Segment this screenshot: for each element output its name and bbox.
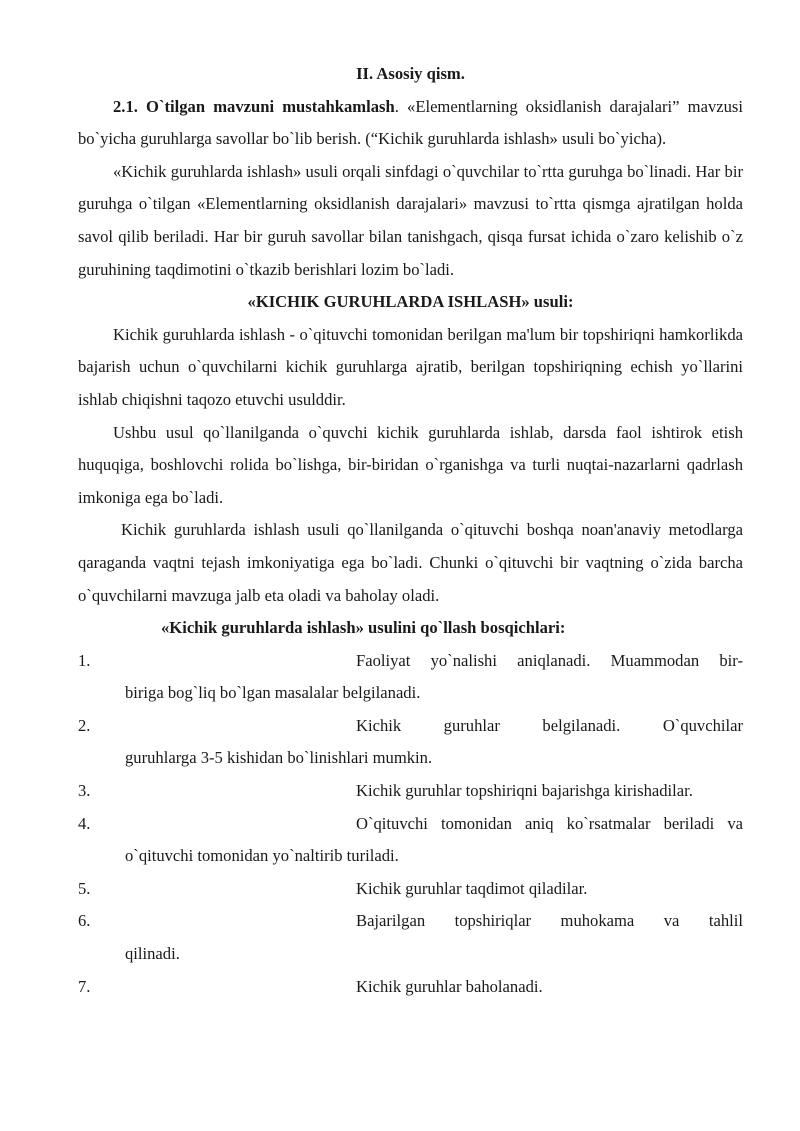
list-number: 5. [78,878,91,898]
list-item [78,645,743,710]
list-number: 2. [78,715,91,735]
list-number: 1. [78,650,91,670]
list-item [78,905,743,970]
list-item [78,808,743,873]
list-number: 4. [78,813,91,833]
list-item [78,775,743,808]
document-page [78,58,743,1003]
list-item-text: O`qituvchi tomonidan aniq ko`rsatmalar beriladi va [356,813,743,833]
paragraph-lead: 2.1. O`tilgan mavzuni mustahkamlash [113,96,395,116]
list-number: 3. [78,781,91,801]
steps-heading: «Kichik guruhlarda ishlash» usulini qo`llash bosqichlari: [161,618,566,638]
section-title: II. Asosiy qism. [356,64,465,83]
list-item-text: Kichik guruhlar baholanadi. [356,976,543,996]
list-number: 7. [78,976,91,996]
steps-list [78,645,743,1004]
list-item-continuation: qilinadi. [125,944,180,964]
list-item-continuation: biriga bog`liq bo`lgan masalalar belgilanadi. [125,683,421,703]
list-number: 6. [78,911,91,931]
method-heading: «KICHIK GURUHLARDA ISHLASH» usuli: [247,292,574,312]
list-item [78,873,743,906]
list-item-text: Kichik guruhlar taqdimot qiladilar. [356,878,588,898]
paragraph-groups: «Kichik guruhlarda ishlash» usuli orqali sinfdagi o`quvchilar to`rtta guruhga bo`linadi. Har bir guruhga o`tilgan «Elementlarning oksidlanish darajalari» mavzusi to`rtta qismga ajratilgan holda savol qilib beriladi. Har bir guruh savollar bilan tanishgach, qisqa fursat ichida o`zaro kelishib o`z guruhining taqdimotini o`tkazib berishlari lozim bo`ladi. [78,161,743,279]
list-item [78,710,743,775]
list-item-continuation: guruhlarga 3-5 kishidan bo`linishlari mumkin. [125,748,433,768]
paragraph-definition: Kichik guruhlarda ishlash - o`qituvchi tomonidan berilgan ma'lum bir topshiriqni hamkorlikda bajarish uchun o`quvchilarni kichik guruhlarga ajratib, berilgan topshiriqning echish yo`llarini ishlab chiqishni taqozo etuvchi usulddir. [78,324,743,409]
list-item-text: Kichik guruhlar belgilanadi. O`quvchilar [356,715,743,735]
paragraph-intro-text: . «Elementlarning oksidlanish darajalari” mavzusi bo`yicha guruhlarga savollar bo`lib berish. (“Kichik guruhlarda ishlash» usuli bo`yicha). [78,96,743,149]
list-item-continuation: o`qituvchi tomonidan yo`naltirib turiladi. [125,846,399,866]
list-item [78,971,743,1004]
paragraph-benefits: Ushbu usul qo`llanilganda o`quvchi kichik guruhlarda ishlab, darsda faol ishtirok etish huquqiga, boshlovchi rolida bo`lishga, bir-biridan o`rganishga va turli nuqtai-nazarlarni qadrlash imkoniga ega bo`ladi. [78,422,743,507]
list-item-text: Kichik guruhlar topshiriqni bajarishga kirishadilar. [356,781,693,801]
paragraph-time: Kichik guruhlarda ishlash usuli qo`llanilganda o`qituvchi boshqa noan'anaviy metodlarga qaraganda vaqtni tejash imkoniyatiga ega bo`ladi. Chunki o`qituvchi bir vaqtning o`zida barcha o`quvchilarni mavzuga jalb eta oladi va baholay oladi. [78,520,743,605]
paragraph-intro [78,91,743,156]
list-item-text: Bajarilgan topshiriqlar muhokama va tahlil [356,911,743,931]
list-item-text: Faoliyat yo`nalishi aniqlanadi. Muammodan bir- [356,650,743,670]
